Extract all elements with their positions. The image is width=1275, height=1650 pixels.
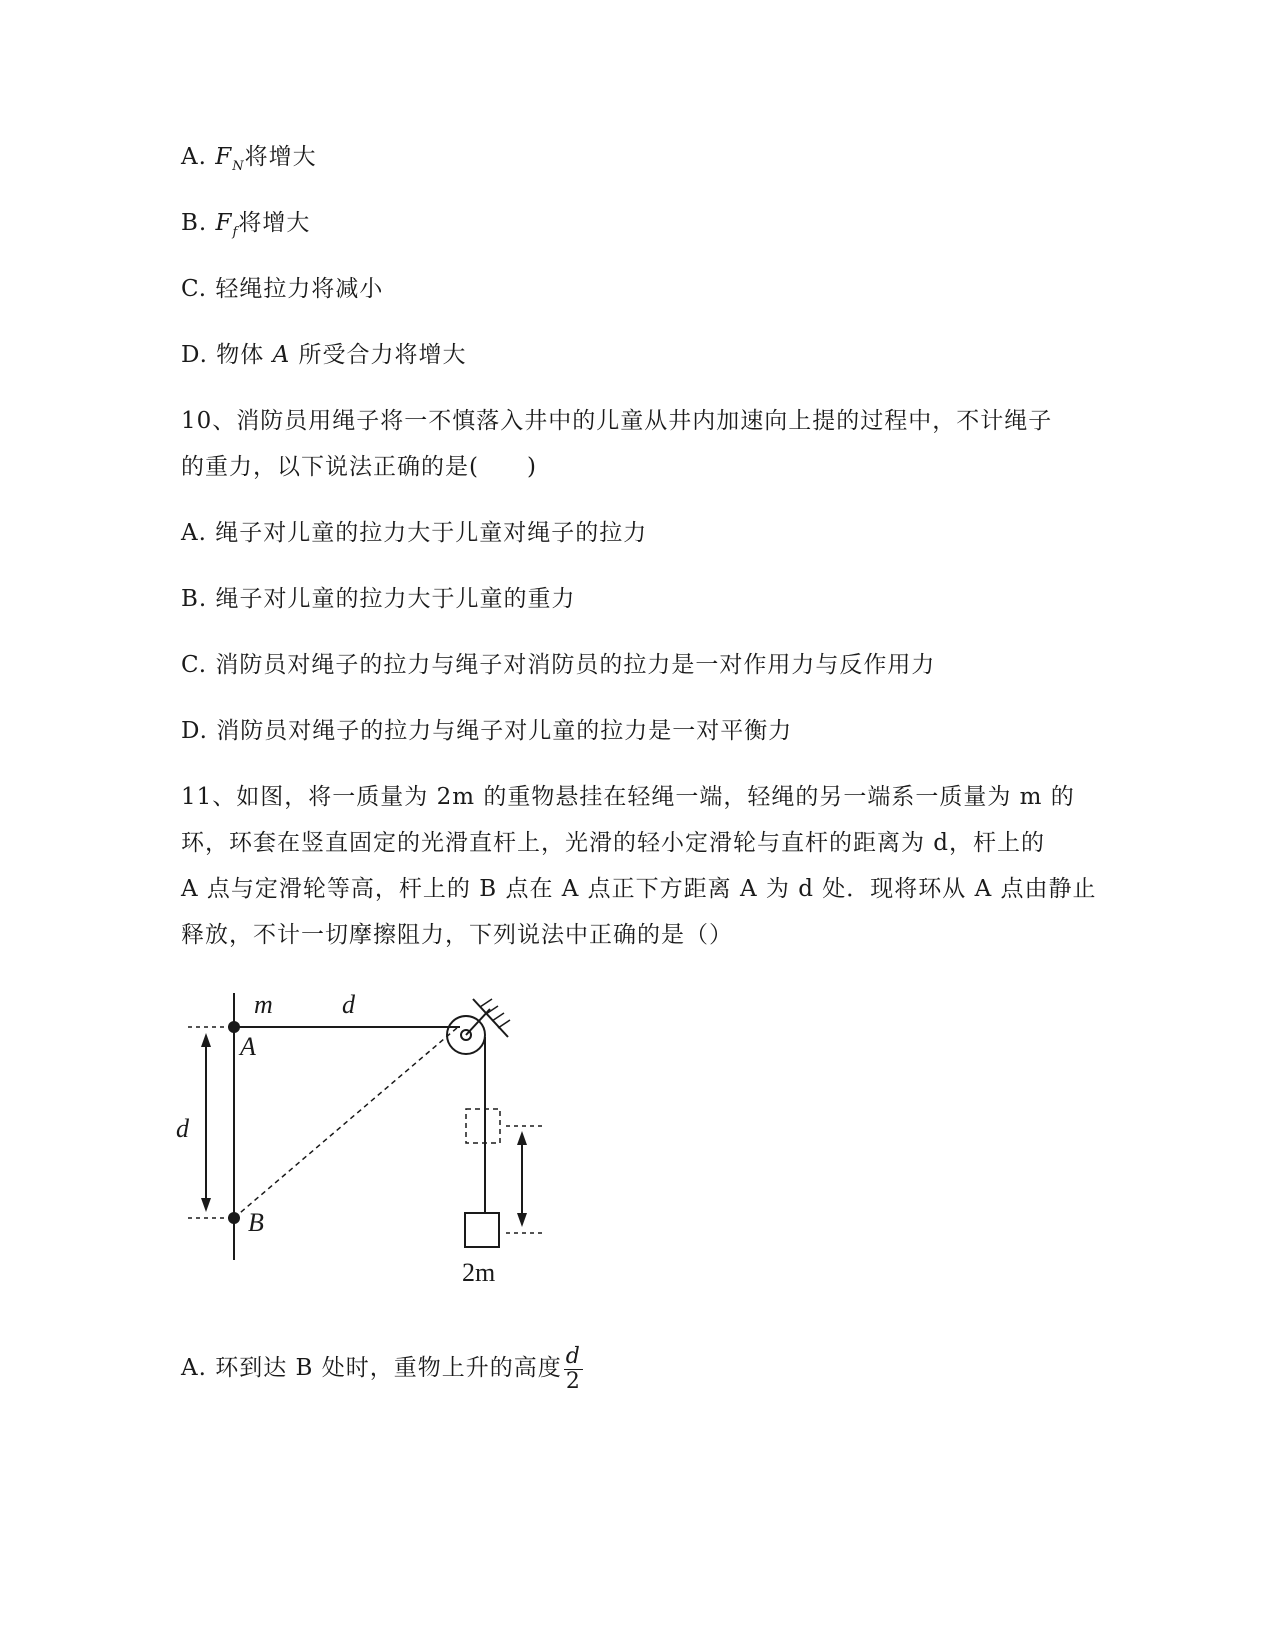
- q9-option-a: A. $F_N$将增大: [181, 144, 317, 174]
- force-symbol: F: [215, 210, 233, 236]
- point-B: [228, 1212, 240, 1224]
- q11-stem-line-4: 释放，不计一切摩擦阻力，下列说法中正确的是（）: [181, 922, 733, 948]
- q10-option-b: B. 绳子对儿童的拉力大于儿童的重力: [181, 586, 576, 612]
- label-A: A: [240, 1032, 256, 1061]
- rope-diagonal-dashed: [234, 1027, 458, 1218]
- label-d-left: d: [176, 1114, 189, 1143]
- q9-option-d: D. 物体 A 所受合力将增大: [181, 342, 467, 368]
- q11-stem-line-2: 环，环套在竖直固定的光滑直杆上，光滑的轻小定滑轮与直杆的距离为 d，杆上的: [181, 830, 1046, 856]
- label-m: m: [254, 990, 273, 1019]
- pulley-diagram-svg: [170, 985, 570, 1295]
- mass-initial-position: [466, 1109, 500, 1143]
- point-A: [228, 1021, 240, 1033]
- arrowhead-down: [517, 1213, 527, 1227]
- q11-option-a: A. 环到达 B 处时，重物上升的高度 $\frac{d}{2}$: [181, 1343, 581, 1394]
- q10-option-d: D. 消防员对绳子的拉力与绳子对儿童的拉力是一对平衡力: [181, 718, 793, 744]
- arrowhead-up: [517, 1131, 527, 1145]
- q9-option-c: C. 轻绳拉力将减小: [181, 276, 384, 302]
- force-subscript: N: [232, 159, 245, 174]
- q10-stem-line-1: 10、消防员用绳子将一不慎落入井中的儿童从井内加速向上提的过程中，不计绳子: [181, 408, 1053, 434]
- arrowhead-up: [201, 1033, 211, 1047]
- fraction-d-over-2: $\frac{d}{2}$: [565, 1343, 581, 1394]
- arrowhead-down: [201, 1198, 211, 1212]
- pulley-diagram: [170, 985, 570, 1299]
- ceiling-line: [473, 999, 508, 1037]
- q10-option-a: A. 绳子对儿童的拉力大于儿童对绳子的拉力: [181, 520, 648, 546]
- force-subscript: f: [232, 225, 239, 240]
- label-d-top: d: [342, 990, 355, 1019]
- q10-stem-line-2: 的重力，以下说法正确的是( ): [181, 454, 537, 480]
- q10-option-c: C. 消防员对绳子的拉力与绳子对消防员的拉力是一对作用力与反作用力: [181, 652, 936, 678]
- hanging-mass: [465, 1213, 499, 1247]
- label-B: B: [248, 1208, 264, 1237]
- q9-option-b: B. $F_f$将增大: [181, 210, 311, 240]
- label-2m: 2m: [462, 1258, 496, 1287]
- q11-stem-line-3: A 点与定滑轮等高，杆上的 B 点在 A 点正下方距离 A 为 d 处．现将环从 A 点由静止: [181, 876, 1097, 902]
- force-symbol: F: [215, 144, 233, 170]
- q11-stem-line-1: 11、如图，将一质量为 2m 的重物悬挂在轻绳一端，轻绳的另一端系一质量为 m 的: [181, 784, 1075, 810]
